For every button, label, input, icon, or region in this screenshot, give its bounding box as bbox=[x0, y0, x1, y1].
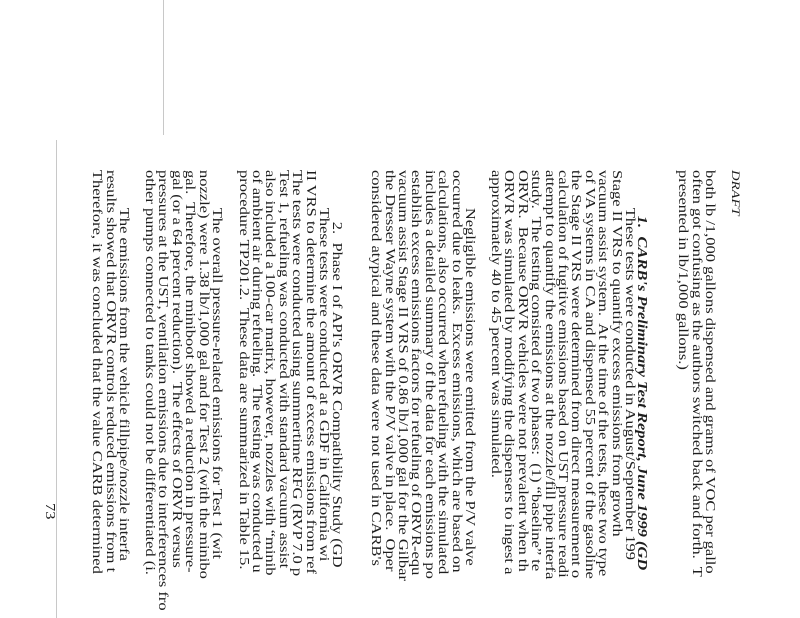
paragraph bbox=[237, 170, 331, 618]
section-number: 2. bbox=[329, 221, 345, 235]
text-line: often got confusing as the authors switched back and forth. T bbox=[689, 170, 705, 577]
section-1-heading bbox=[634, 191, 662, 618]
text-line: Test 1, refueling was conducted with standard vacuum assist bbox=[276, 170, 292, 569]
text-line: II VRS to determine the amount of excess emissions from ref bbox=[303, 170, 319, 575]
text-line: procedure TP201.2. These data are summarized in Table 15. bbox=[236, 170, 252, 570]
page-number: 73 bbox=[43, 503, 58, 520]
text-line: Negligible emissions were emitted from the P/V valve bbox=[463, 207, 478, 566]
text-line: The emissions from the vehicle fillpipe/nozzle interfa bbox=[117, 207, 132, 561]
text-line: gal (or a 64 percent reduction). The effects of ORVR versus bbox=[169, 170, 185, 568]
text-line: vacuum assist Stage II VRS of 0.86 lb/1,000 gal for the Gilbar bbox=[396, 170, 412, 581]
text-line: establish excess emissions factors for refueling of ORVR-equ bbox=[409, 170, 425, 576]
text-line: calculation of fugitive emissions based on UST pressure readi bbox=[556, 170, 572, 578]
intro-paragraph bbox=[677, 170, 717, 618]
text-line: also included a 100-car matrix, however, nozzles with “minib bbox=[263, 170, 279, 576]
text-line: approximately 40 to 45 percent was simulated. bbox=[489, 170, 505, 478]
text-line: of VA systems in CA and dispensed 55 percent of the gasoline bbox=[582, 170, 598, 579]
paragraph bbox=[144, 170, 224, 618]
text-line: the Dresser Wayne system with the P/V valve in place. Oper bbox=[382, 170, 398, 572]
text-line: considered atypical and these data were not used in CARB's bbox=[369, 170, 385, 566]
text-line: attempt to quantify the emissions at the nozzle/fill pipe interfa bbox=[542, 170, 558, 580]
text-line: These tests were conducted at a GDF in California wi bbox=[317, 207, 332, 562]
text-line: pressures at the UST, ventilation emissions due to interferences fro bbox=[156, 170, 172, 611]
text-line: ORVR. Because ORVR vehicles were not prevalent when th bbox=[515, 170, 531, 572]
section-number: 1. bbox=[634, 215, 650, 229]
text-line: ORVR was simulated by modifying the dispensers to ingest a bbox=[502, 170, 518, 575]
text-line: both lb /1,000 gallons dispensed and grams of VOC per gallo bbox=[703, 170, 718, 574]
section-2-heading bbox=[329, 197, 357, 618]
text-line: results showed that ORVR controls reduced emissions from t bbox=[103, 170, 119, 573]
text-line: occurred due to leaks. Excess emissions, which are based on bbox=[449, 170, 465, 573]
text-line: of ambient air during refueling. The testing was conducted u bbox=[250, 170, 266, 573]
text-line: nozzle) were 1.38 lb/1,000 gal and for Test 2 (with the minibo bbox=[196, 170, 212, 579]
paragraph bbox=[91, 170, 131, 618]
draft-label: DRAFT bbox=[729, 170, 743, 216]
text-line: presented in lb/1,000 gallons.) bbox=[676, 170, 692, 370]
paragraph bbox=[490, 170, 637, 618]
text-line: vacuum assist system. At the time of the tests, these two type bbox=[596, 170, 612, 577]
text-line: the Stage II VRS were determined from direct measurement o bbox=[569, 170, 585, 579]
text-line: calculations, also occurred when refueling with the simulated bbox=[436, 170, 452, 575]
text-line: Stage II VRS to quantify excess emissions from growth bbox=[609, 170, 625, 537]
paragraph bbox=[370, 170, 477, 618]
text-line: study. The testing consisted of two phases: (1) “baseline” te bbox=[529, 170, 545, 572]
text-line: other pumps connected to tanks could not be differentiated (i. bbox=[143, 170, 159, 575]
text-line: gal. Therefore, the miniboot showed a reduction in pressure- bbox=[183, 170, 199, 573]
text-line: Therefore, it was concluded that the value CARB determined bbox=[90, 170, 106, 574]
text-line: includes a detailed summary of the data for each emissions po bbox=[422, 170, 438, 579]
section-title: CARB's Preliminary Test Report, June 1999 (GD bbox=[634, 236, 650, 571]
text-line: The tests were conducted using summertime RFG (RVP 7.0 p bbox=[290, 170, 306, 577]
section-title: Phase I of API's ORVR Compatibility Study (GD bbox=[329, 242, 345, 568]
text-line: The overall pressure-related emissions for Test 1 (wit bbox=[210, 207, 225, 560]
text-line: These tests were conducted in August/September 199 bbox=[623, 207, 638, 561]
